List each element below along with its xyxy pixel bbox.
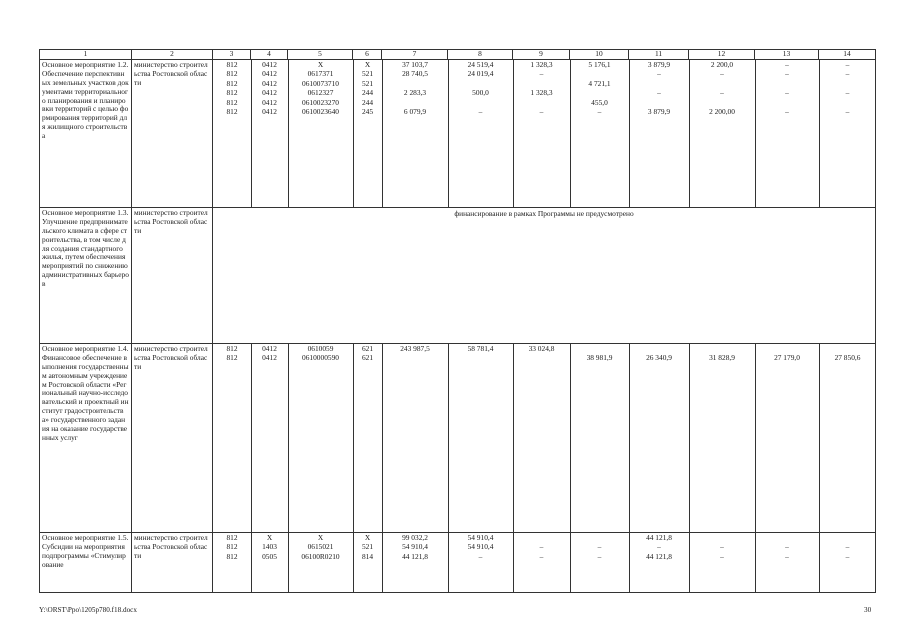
figures-value: 621 <box>361 344 374 353</box>
figures-value: – <box>845 542 850 552</box>
column-divider <box>513 344 514 532</box>
figures-value: 5 176,1 <box>588 60 611 69</box>
figures-value: 244 <box>361 88 374 98</box>
figures-value <box>819 98 876 107</box>
figures-value: 31 828,9 <box>709 353 735 363</box>
figures-row <box>213 88 875 97</box>
figures-value <box>689 98 755 107</box>
figures-value: – <box>785 542 789 552</box>
figures-value: 521 <box>361 78 374 88</box>
header-row <box>40 50 876 60</box>
figures-value: 500,0 <box>472 88 489 98</box>
figures-value: 455,0 <box>591 97 608 107</box>
figures-value: 2 283,3 <box>403 88 427 98</box>
figures-value: 44 121,8 <box>402 551 428 561</box>
figures-rows <box>213 344 875 363</box>
figures-value: – <box>845 60 850 69</box>
figures-row <box>213 79 875 88</box>
header-cell: 4 <box>251 50 288 60</box>
column-divider <box>288 60 289 207</box>
activity-block-1-4 <box>40 344 876 533</box>
column-divider <box>353 344 354 532</box>
figures-value: – <box>657 542 661 552</box>
column-divider <box>755 533 756 592</box>
figures-value: 26 340,9 <box>646 353 672 363</box>
activity-block-1-5 <box>40 533 876 593</box>
figures-value: – <box>785 88 789 98</box>
column-divider <box>251 344 252 532</box>
header-cell: 8 <box>448 50 513 60</box>
figures-value: – <box>845 69 850 79</box>
column-divider <box>513 533 514 592</box>
header-cell: 12 <box>689 50 755 60</box>
figures-value: – <box>597 551 602 561</box>
column-divider <box>629 533 630 592</box>
figures-value: 0412 <box>262 88 277 98</box>
figures-cell <box>213 344 876 533</box>
figures-value: 0610000590 <box>302 353 339 363</box>
figures-value: Х <box>317 60 324 69</box>
figures-value <box>629 98 689 107</box>
figures-value: – <box>720 551 724 561</box>
figures-value <box>448 98 513 107</box>
figures-value: 245 <box>361 106 374 116</box>
figures-value <box>448 353 513 362</box>
figures-value <box>819 533 876 542</box>
figures-value: 621 <box>361 353 374 363</box>
page-number: 30 <box>864 606 872 614</box>
header-cell: 13 <box>755 50 819 60</box>
header-cell: 7 <box>382 50 448 60</box>
figures-row <box>213 107 875 116</box>
figures-rows <box>213 60 875 116</box>
figures-value: – <box>785 106 789 116</box>
figures-value: – <box>478 106 483 116</box>
figures-value: 812 <box>226 106 238 116</box>
figures-value <box>448 79 513 88</box>
figures-value: 54 910,4 <box>467 542 494 552</box>
figures-value <box>382 98 448 107</box>
figures-row <box>213 344 875 353</box>
figures-value: 0610023640 <box>302 106 339 116</box>
figures-row <box>213 60 875 69</box>
header-cell: 3 <box>213 50 251 60</box>
header-cell: 14 <box>819 50 876 60</box>
figures-value: – <box>539 551 544 561</box>
figures-value: 812 <box>226 88 238 98</box>
figures-value: 54 910,4 <box>402 542 428 552</box>
figures-value <box>629 79 689 88</box>
figures-value: Х <box>317 533 324 542</box>
figures-value: 0610059 <box>307 344 334 353</box>
figures-value: Х <box>364 60 371 69</box>
header-cell: 5 <box>288 50 353 60</box>
figures-cell <box>213 60 876 208</box>
figures-value <box>570 88 629 97</box>
figures-value: 1403 <box>262 542 277 552</box>
column-divider <box>448 533 449 592</box>
figures-value <box>570 344 629 353</box>
figures-value <box>513 353 570 362</box>
figures-value: 812 <box>226 69 238 79</box>
figures-value: 44 121,8 <box>646 533 672 542</box>
column-divider <box>570 344 571 532</box>
figures-value: 0505 <box>262 551 277 561</box>
figures-value: 0617371 <box>307 69 334 79</box>
figures-value: 814 <box>361 551 374 561</box>
figures-value <box>513 533 570 542</box>
figures-value: 0612327 <box>307 88 334 98</box>
figures-value: 6 079,9 <box>403 106 427 116</box>
column-divider <box>382 60 383 207</box>
figures-value <box>689 533 755 542</box>
figures-value: – <box>539 106 544 116</box>
column-divider <box>755 60 756 207</box>
column-divider <box>819 533 820 592</box>
figures-value <box>513 79 570 88</box>
figures-value: 0412 <box>262 60 277 69</box>
figures-value: 521 <box>361 542 374 552</box>
figures-value: – <box>597 106 602 116</box>
figures-value: 0610023270 <box>302 97 339 107</box>
figures-value: 812 <box>226 533 238 542</box>
figures-value: 2 200,0 <box>710 60 734 69</box>
figures-value: 0412 <box>262 69 277 79</box>
column-divider <box>382 533 383 592</box>
header-cell: 10 <box>570 50 629 60</box>
figures-value: 28 740,5 <box>402 69 428 79</box>
figures-value: 33 024,8 <box>528 344 555 353</box>
figures-value: 2 200,00 <box>709 106 735 116</box>
figures-value <box>570 69 629 78</box>
column-divider <box>570 533 571 592</box>
figures-value: 99 032,2 <box>402 533 428 542</box>
figures-value: – <box>720 88 724 98</box>
figures-value: – <box>657 69 661 79</box>
figures-value <box>513 98 570 107</box>
figures-value: 812 <box>226 542 238 552</box>
budget-table-container <box>39 49 875 593</box>
figures-value: 244 <box>361 97 374 107</box>
figures-value: – <box>720 69 724 79</box>
figures-value: – <box>845 106 850 116</box>
executor-name: министерство строительства Ростовской области <box>132 60 213 208</box>
column-divider <box>353 60 354 207</box>
figures-value: – <box>785 551 789 561</box>
header-cell: 11 <box>629 50 689 60</box>
column-divider <box>251 533 252 592</box>
figures-value: 3 879,9 <box>647 106 671 116</box>
figures-row <box>213 533 875 542</box>
figures-row <box>213 98 875 107</box>
figures-value <box>755 344 819 353</box>
column-divider <box>629 60 630 207</box>
figures-value: Х <box>266 533 273 542</box>
figures-value <box>629 344 689 353</box>
column-divider <box>513 60 514 207</box>
figures-value: 24 519,4 <box>467 60 494 69</box>
figures-value: – <box>785 60 789 69</box>
figures-value: 243 987,5 <box>400 344 430 353</box>
column-divider <box>382 344 383 532</box>
header-cell: 6 <box>353 50 382 60</box>
figures-value: 812 <box>226 60 238 69</box>
header-cell: 2 <box>132 50 213 60</box>
figures-value: – <box>720 542 724 552</box>
executor-name: министерство строительства Ростовской области <box>132 344 213 533</box>
figures-row <box>213 69 875 78</box>
column-divider <box>755 344 756 532</box>
header-cell: 9 <box>513 50 570 60</box>
figures-value <box>819 344 876 353</box>
figures-value: 1 328,3 <box>530 60 553 69</box>
column-divider <box>288 533 289 592</box>
figures-value: 0412 <box>262 353 277 363</box>
figures-row <box>213 353 875 362</box>
figures-value: – <box>657 88 661 98</box>
column-divider <box>448 60 449 207</box>
figures-value: 812 <box>226 344 238 353</box>
figures-value: – <box>539 69 544 79</box>
figures-value <box>382 79 448 88</box>
figures-rows <box>213 533 875 561</box>
figures-value: 54 910,4 <box>467 533 494 542</box>
budget-table <box>39 49 876 593</box>
figures-value: 812 <box>226 353 238 363</box>
figures-value <box>755 79 819 88</box>
header-cell: 1 <box>40 50 132 60</box>
activity-name: Основное мероприятие 1.3. Улучшение предпринимательского климата в сфере строительства, в том числе для создания стандартного жилья, путем обеспечения мероприятий по снижению административных барьеров <box>40 208 132 344</box>
figures-value <box>382 353 448 362</box>
figures-value: 812 <box>226 78 238 88</box>
column-divider <box>353 533 354 592</box>
figures-value <box>819 79 876 88</box>
column-divider <box>448 344 449 532</box>
figures-value: 0412 <box>262 106 277 116</box>
figures-value: 4 721,1 <box>588 78 611 88</box>
funding-note: финансирование в рамках Программы не предусмотрено <box>213 208 876 344</box>
figures-cell <box>213 533 876 593</box>
column-divider <box>689 533 690 592</box>
column-divider <box>629 344 630 532</box>
figures-value <box>689 79 755 88</box>
column-divider <box>689 60 690 207</box>
column-divider <box>251 60 252 207</box>
figures-value: 0615021 <box>307 542 334 552</box>
activity-name: Основное мероприятие 1.5. Субсидии на мероприятия подпрограммы «Стимулирование <box>40 533 132 593</box>
figures-value <box>689 344 755 353</box>
figures-value: 58 781,4 <box>467 344 494 353</box>
column-divider <box>570 60 571 207</box>
figures-value: – <box>845 88 850 98</box>
figures-value: – <box>597 542 602 552</box>
figures-value: 38 981,9 <box>586 353 613 363</box>
figures-value: – <box>478 551 483 561</box>
document-path: Y:\ORST\Ppo\1205p780.f18.docx <box>39 606 137 614</box>
activity-name: Основное мероприятие 1.2. Обеспечение перспективных земельных участков документами территориального планирования и планировки территорий с целью формирования территорий для жилищного строительства <box>40 60 132 208</box>
figures-value <box>570 533 629 542</box>
figures-value: 06100R0210 <box>301 551 340 561</box>
figures-value: 44 121,8 <box>646 551 672 561</box>
figures-value: 0412 <box>262 97 277 107</box>
activity-name: Основное мероприятие 1.4. Финансовое обеспечение выполнения государственным автономным учреждением Ростовской области «Региональный научно-исследовательский и проектный институт градостроительства» государственного задания на оказание государственных услуг <box>40 344 132 533</box>
figures-value: 0412 <box>262 344 277 353</box>
executor-name: министерство строительства Ростовской области <box>132 533 213 593</box>
figures-value <box>755 98 819 107</box>
figures-value: 37 103,7 <box>402 60 428 69</box>
column-divider <box>288 344 289 532</box>
figures-value: – <box>845 551 850 561</box>
figures-value: Х <box>364 533 371 542</box>
figures-row <box>213 542 875 551</box>
figures-row <box>213 552 875 561</box>
figures-value: 24 019,4 <box>467 69 494 79</box>
figures-value: 812 <box>226 97 238 107</box>
activity-block-1-3 <box>40 208 876 344</box>
column-divider <box>819 344 820 532</box>
figures-value: 521 <box>361 69 374 79</box>
activity-block-1-2 <box>40 60 876 208</box>
figures-value: 0610073710 <box>302 78 339 88</box>
figures-value: 3 879,9 <box>647 60 671 69</box>
figures-value: – <box>785 69 789 79</box>
figures-value: – <box>539 542 544 552</box>
figures-value: 27 179,0 <box>774 353 800 363</box>
figures-value: 0412 <box>262 78 277 88</box>
executor-name: министерство строительства Ростовской области <box>132 208 213 344</box>
column-divider <box>689 344 690 532</box>
figures-value <box>755 533 819 542</box>
figures-value: 1 328,3 <box>530 88 553 98</box>
figures-value: 27 850,6 <box>834 353 861 363</box>
column-divider <box>819 60 820 207</box>
figures-value: 812 <box>226 551 238 561</box>
